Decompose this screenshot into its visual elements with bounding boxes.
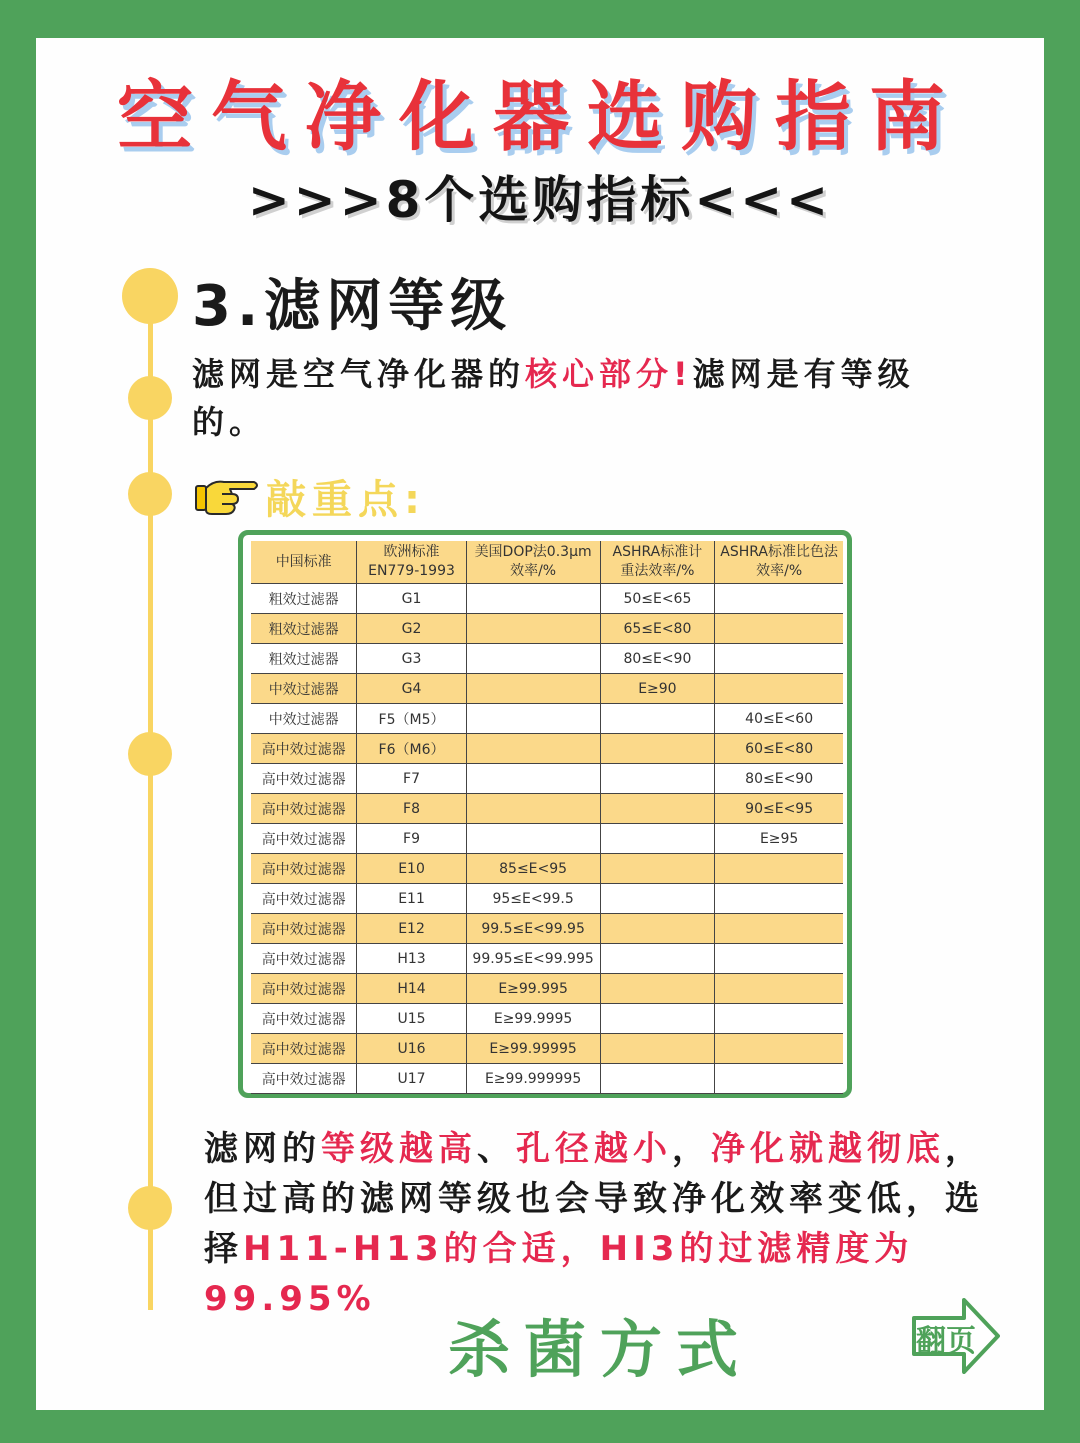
page-subtitle: >>>8个选购指标<<< [247, 171, 833, 229]
table-cell: 粗效过滤器 [251, 584, 357, 614]
table-cell: 高中效过滤器 [251, 1034, 357, 1064]
table-cell: 99.95≤E<99.995 [466, 944, 600, 974]
key-point-label [194, 472, 426, 523]
table-row [251, 644, 843, 674]
table-cell [466, 614, 600, 644]
table-cell: 90≤E<95 [715, 794, 843, 824]
table-cell [715, 854, 843, 884]
table-cell: 60≤E<80 [715, 734, 843, 764]
table-cell: 80≤E<90 [715, 764, 843, 794]
table-cell [466, 794, 600, 824]
table-row [251, 1004, 843, 1034]
table-cell: 高中效过滤器 [251, 794, 357, 824]
table-cell [715, 614, 843, 644]
table-cell: 高中效过滤器 [251, 884, 357, 914]
table-cell [466, 704, 600, 734]
table-cell [600, 1034, 715, 1064]
intro-highlight: 核心部分! [525, 355, 693, 393]
table-cell: G1 [357, 584, 466, 614]
table-cell [600, 914, 715, 944]
table-cell [466, 584, 600, 614]
table-cell: E≥90 [600, 674, 715, 704]
intro-text [192, 350, 952, 446]
table-row [251, 974, 843, 1004]
table-cell: 高中效过滤器 [251, 1064, 357, 1094]
table-cell: 高中效过滤器 [251, 764, 357, 794]
table-row [251, 614, 843, 644]
timeline-dot [128, 472, 172, 516]
summary-highlight: H11-H13的合适，HI3的过滤精度为99.95% [204, 1229, 914, 1319]
table-cell: 粗效过滤器 [251, 614, 357, 644]
table-cell: 中效过滤器 [251, 674, 357, 704]
table-row [251, 1064, 843, 1094]
table-cell: 95≤E<99.5 [466, 884, 600, 914]
summary-highlight: 孔径越小 [516, 1129, 672, 1169]
timeline-dot [128, 732, 172, 776]
table-cell [715, 674, 843, 704]
table-cell: 高中效过滤器 [251, 944, 357, 974]
table-row [251, 944, 843, 974]
table-header-cell: ASHRA标准计 重法效率/% [600, 541, 715, 584]
table-cell [715, 1004, 843, 1034]
table-row [251, 884, 843, 914]
table-cell [600, 734, 715, 764]
table-body [251, 584, 843, 1094]
table-cell [715, 914, 843, 944]
table-cell [715, 944, 843, 974]
table-cell: G4 [357, 674, 466, 704]
table-cell: G2 [357, 614, 466, 644]
timeline-dot [122, 268, 178, 324]
table-cell [466, 824, 600, 854]
table-cell: H13 [357, 944, 466, 974]
table-cell [600, 1064, 715, 1094]
table-cell: 高中效过滤器 [251, 974, 357, 1004]
table-cell: 65≤E<80 [600, 614, 715, 644]
table-cell: E≥99.995 [466, 974, 600, 1004]
timeline-dot [128, 1186, 172, 1230]
filter-grade-table-frame [238, 530, 852, 1098]
table-cell [600, 764, 715, 794]
table-cell [600, 884, 715, 914]
summary-part: ， [672, 1129, 711, 1169]
table-cell [715, 1064, 843, 1094]
table-cell: 中效过滤器 [251, 704, 357, 734]
pointing-hand-icon [194, 472, 260, 520]
table-cell: F5（M5） [357, 704, 466, 734]
table-cell: 高中效过滤器 [251, 1004, 357, 1034]
page-turn-button[interactable] [912, 1298, 1000, 1374]
table-row [251, 584, 843, 614]
table-cell [715, 1034, 843, 1064]
table-cell: E12 [357, 914, 466, 944]
table-row [251, 794, 843, 824]
table-cell: F8 [357, 794, 466, 824]
intro-text-part: 滤网是有等级的。 [192, 355, 915, 441]
table-cell: F9 [357, 824, 466, 854]
table-cell: E≥95 [715, 824, 843, 854]
next-topic-title: 杀菌方式 [448, 1313, 753, 1386]
table-cell [600, 794, 715, 824]
table-row [251, 674, 843, 704]
table-cell [466, 674, 600, 704]
table-cell: 50≤E<65 [600, 584, 715, 614]
table-cell: U15 [357, 1004, 466, 1034]
table-cell: 高中效过滤器 [251, 734, 357, 764]
table-cell: 85≤E<95 [466, 854, 600, 884]
table-row [251, 764, 843, 794]
table-row [251, 854, 843, 884]
section-title: 3.滤网等级 [192, 274, 513, 339]
summary-part: 滤网的 [204, 1129, 321, 1169]
table-cell: U17 [357, 1064, 466, 1094]
table-cell: E≥99.9995 [466, 1004, 600, 1034]
table-cell [600, 854, 715, 884]
table-row [251, 914, 843, 944]
table-cell: F6（M6） [357, 734, 466, 764]
table-cell: 80≤E<90 [600, 644, 715, 674]
table-cell: E≥99.999995 [466, 1064, 600, 1094]
summary-highlight: 净化就越彻底 [711, 1129, 945, 1169]
page-title: 空气净化器选购指南 [117, 72, 963, 161]
table-header-cell: 美国DOP法0.3μm 效率/% [466, 541, 600, 584]
summary-highlight: 等级越高 [321, 1129, 477, 1169]
table-cell: E11 [357, 884, 466, 914]
filter-grade-table [251, 541, 843, 1094]
table-cell [715, 644, 843, 674]
table-cell [715, 584, 843, 614]
table-cell: 粗效过滤器 [251, 644, 357, 674]
table-cell [600, 704, 715, 734]
table-cell: 高中效过滤器 [251, 824, 357, 854]
table-cell [600, 824, 715, 854]
table-cell: 40≤E<60 [715, 704, 843, 734]
summary-text [204, 1124, 1004, 1324]
table-row [251, 734, 843, 764]
table-cell: U16 [357, 1034, 466, 1064]
table-cell: H14 [357, 974, 466, 1004]
table-cell [715, 974, 843, 1004]
table-cell [466, 644, 600, 674]
table-row [251, 824, 843, 854]
key-point-text: 敲重点: [266, 476, 426, 523]
table-cell: E10 [357, 854, 466, 884]
table-row [251, 1034, 843, 1064]
table-cell: 高中效过滤器 [251, 914, 357, 944]
intro-text-part: 滤网是空气净化器的 [192, 355, 526, 393]
timeline-line [148, 300, 153, 1310]
table-row [251, 704, 843, 734]
table-cell [466, 734, 600, 764]
table-cell [715, 884, 843, 914]
table-header-cell: ASHRA标准比色法 效率/% [715, 541, 843, 584]
page-turn-label: 翻页 [916, 1324, 976, 1359]
table-cell: 99.5≤E<99.95 [466, 914, 600, 944]
table-cell [600, 974, 715, 1004]
table-cell: 高中效过滤器 [251, 854, 357, 884]
summary-part: ，但过高的滤网等级也会导致净化效率变低，选择 [204, 1129, 984, 1269]
table-cell: F7 [357, 764, 466, 794]
timeline-dot [128, 376, 172, 420]
table-cell: G3 [357, 644, 466, 674]
table-header-row [251, 541, 843, 584]
table-cell [466, 764, 600, 794]
table-header-cell: 中国标准 [251, 541, 357, 584]
table-header-cell: 欧洲标准 EN779-1993 [357, 541, 466, 584]
table-cell: E≥99.99995 [466, 1034, 600, 1064]
summary-part: 、 [477, 1129, 516, 1169]
table-cell [600, 1004, 715, 1034]
table-cell [600, 944, 715, 974]
